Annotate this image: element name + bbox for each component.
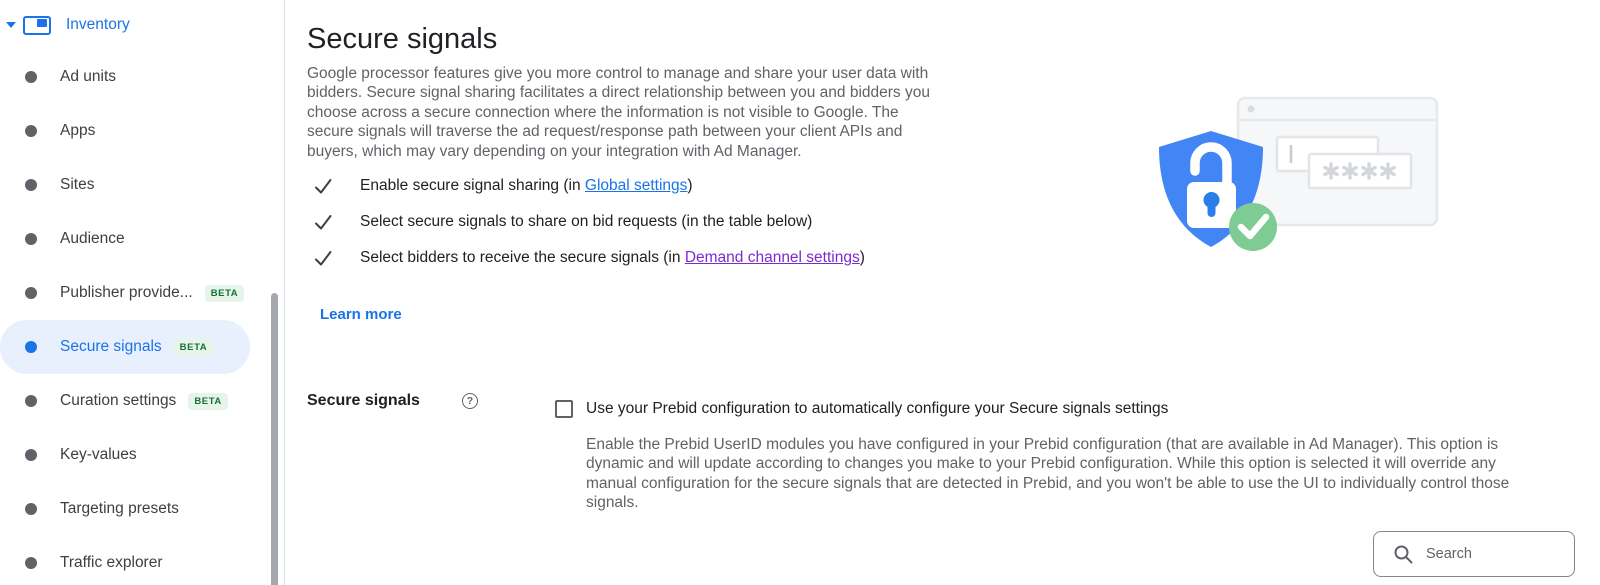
page-title: Secure signals xyxy=(307,23,498,55)
prebid-config-checkbox[interactable] xyxy=(555,400,573,418)
sidebar-item-targeting-presets[interactable]: Targeting presets xyxy=(0,482,250,536)
beta-badge: BETA xyxy=(174,339,214,356)
checkmark-icon xyxy=(313,176,333,196)
global-settings-link[interactable]: Global settings xyxy=(584,177,688,195)
prebid-config-checkbox-label[interactable]: Use your Prebid configuration to automatically configure your Secure signals settings xyxy=(586,400,1169,418)
browser-window-graphic xyxy=(1238,98,1437,225)
sidebar-section-inventory[interactable] xyxy=(0,0,284,50)
secure-signals-setting-section xyxy=(307,390,1600,513)
sidebar-item-ad-units[interactable]: Ad units xyxy=(0,50,250,104)
beta-badge: BETA xyxy=(205,285,245,302)
sidebar-item-key-values[interactable]: Key-values xyxy=(0,428,250,482)
bullet-icon xyxy=(25,287,37,299)
sidebar-item-apps[interactable]: Apps xyxy=(0,104,250,158)
sidebar xyxy=(0,0,285,585)
bullet-icon xyxy=(25,395,37,407)
sidebar-item-audience[interactable]: Audience xyxy=(0,212,250,266)
secure-signals-illustration xyxy=(1150,88,1460,266)
prebid-config-checkbox-row[interactable] xyxy=(555,399,1600,419)
checkmark-icon xyxy=(313,248,333,268)
bullet-icon xyxy=(25,179,37,191)
setting-section-label: Secure signals xyxy=(307,392,420,410)
checklist-item-select-signals: Select secure signals to share on bid requests (in the table below) xyxy=(307,204,1600,240)
collapse-arrow-icon[interactable] xyxy=(6,22,16,28)
checklist-item-enable-sharing: Enable secure signal sharing (in Global settings) xyxy=(307,168,1600,204)
search-input[interactable] xyxy=(1426,546,1566,562)
check-badge-icon xyxy=(1229,203,1277,251)
sidebar-section-label[interactable]: Inventory xyxy=(66,16,130,33)
demand-channel-settings-link[interactable]: Demand channel settings xyxy=(684,249,860,267)
sidebar-item-publisher-provided[interactable]: Publisher provide... BETA xyxy=(0,266,250,320)
bullet-icon xyxy=(25,71,37,83)
checklist-item-select-bidders: Select bidders to receive the secure signals (in Demand channel settings) xyxy=(307,240,1600,276)
search-icon xyxy=(1393,544,1414,565)
prebid-config-description: Enable the Prebid UserID modules you have configured in your Prebid configuration (that are available in Ad Manager). This option is dynamic and will update according to changes you make to your Prebid configuration. While this option is selected it will override any manual configuration for the secure signals that are detected in Prebid, and you won't be able to use the UI to individually control those signals. xyxy=(586,436,1510,512)
intro-paragraph: Google processor features give you more control to manage and share your user data with bidders. Secure signal sharing facilitates a direct relationship between you and bidders you choose across a secure connection where the information is not visible to Google. The secure signals will traverse the ad request/response path between your client APIs and buyers, which may vary depending on your integration with Ad Manager. xyxy=(307,65,930,160)
bullet-icon xyxy=(25,557,37,569)
bullet-icon xyxy=(25,233,37,245)
sidebar-scrollbar[interactable] xyxy=(271,293,278,585)
table-search-box[interactable] xyxy=(1373,531,1575,577)
bullet-icon xyxy=(25,125,37,137)
sidebar-item-curation-settings[interactable]: Curation settings BETA xyxy=(0,374,250,428)
checkmark-icon xyxy=(313,212,333,232)
learn-more-link[interactable]: Learn more xyxy=(320,306,402,324)
bullet-icon xyxy=(25,341,37,353)
sidebar-item-sites[interactable]: Sites xyxy=(0,158,250,212)
bullet-icon xyxy=(25,449,37,461)
sidebar-item-traffic-explorer[interactable]: Traffic explorer xyxy=(0,536,250,585)
help-icon[interactable]: ? xyxy=(462,393,478,409)
sidebar-item-secure-signals[interactable]: Secure signals BETA xyxy=(0,320,250,374)
beta-badge: BETA xyxy=(188,393,228,410)
bullet-icon xyxy=(25,503,37,515)
inventory-icon xyxy=(23,16,51,35)
